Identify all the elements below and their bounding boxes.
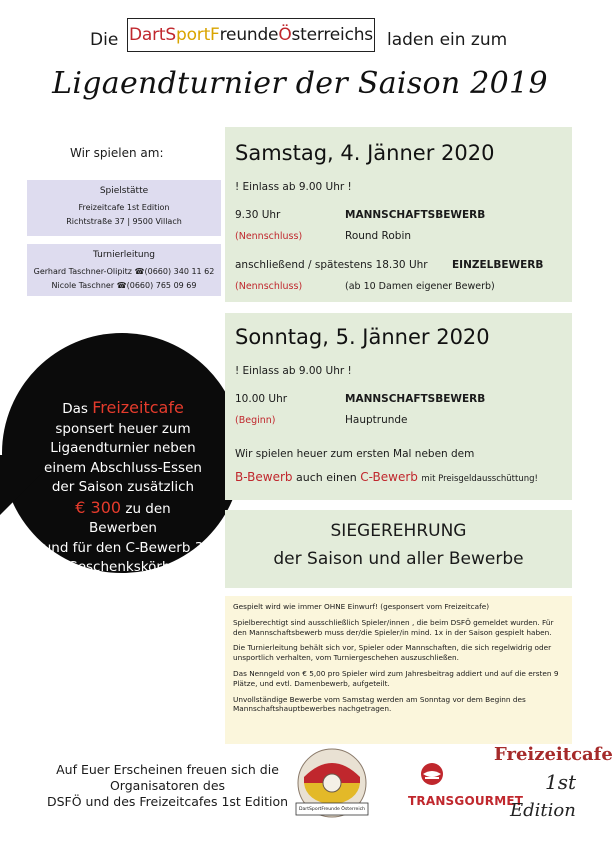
sunday-bewerb-line	[235, 470, 538, 484]
venue-box	[27, 180, 221, 236]
freizeitcafe-logo-number: 1st	[545, 770, 577, 794]
rules-box	[225, 596, 572, 744]
page-title: Ligaendturnier der Saison 2019	[52, 66, 548, 101]
saturday-competition-2: EINZELBEWERB	[452, 259, 544, 271]
transgourmet-text: TRANSGOURMET	[408, 794, 524, 808]
sponsor-name: Freizeitcafe	[92, 398, 184, 417]
organizers-title: Turnierleitung	[92, 250, 155, 260]
sunday-time-1: 10.00 Uhr	[235, 393, 288, 405]
saturday-date: Samstag, 4. Jänner 2020	[235, 141, 495, 165]
footer-line: DSFÖ und des Freizeitcafes 1st Edition	[46, 794, 289, 809]
sunday-start: (Beginn)	[235, 415, 276, 426]
footer-line: Auf Euer Erscheinen freuen sich die	[56, 762, 279, 777]
sponsor-line: Bewerben	[89, 520, 157, 536]
brand-part: Dart	[129, 25, 166, 45]
sponsor-line: der Saison zusätzlich	[51, 479, 195, 495]
sunday-round-1: Hauptrunde	[345, 414, 408, 426]
dsfo-logo	[290, 743, 374, 827]
sunday-preis: mit Preisgeldausschüttung!	[421, 474, 538, 484]
wir-spielen-label: Wir spielen am:	[70, 146, 164, 160]
organizer-line: Nicole Taschner ☎(0660) 765 09 69	[51, 281, 197, 290]
saturday-einlass: ! Einlass ab 9.00 Uhr !	[235, 181, 352, 193]
saturday-time-2: anschließend / spätestens 18.30 Uhr	[235, 259, 428, 271]
saturday-deadline-2: (Nennschluss)	[235, 281, 303, 292]
venue-line: Freizeitcafe 1st Edition	[78, 203, 170, 212]
ceremony-panel	[225, 510, 572, 588]
header-die: Die	[90, 30, 119, 50]
ceremony-title: SIEGEREHRUNG	[330, 521, 467, 541]
brand-box	[127, 18, 375, 52]
sunday-einlass: ! Einlass ab 9.00 Uhr !	[235, 365, 352, 377]
brand-part: F	[210, 25, 220, 45]
freizeitcafe-logo-edition: Edition	[510, 800, 576, 821]
c-bewerb: C-Bewerb	[360, 470, 418, 484]
saturday-deadline-1: (Nennschluss)	[235, 231, 303, 242]
footer-line: Organisatoren des	[109, 778, 226, 793]
brand-part: S	[165, 25, 176, 45]
sunday-date: Sonntag, 5. Jänner 2020	[235, 325, 490, 349]
venue-line: Richtstraße 37 | 9500 Villach	[66, 217, 182, 226]
rule-item: Spielberechtigt sind ausschließlich Spieler/innen , die beim DSFÖ gemeldet wurden. Für den Mannschaftsbewerb muss der/die Spieler/in mind. 1x in der Saison gespielt haben.	[233, 617, 554, 637]
saturday-panel	[225, 127, 572, 302]
sponsor-line: sponsert heuer zum	[55, 420, 191, 437]
venue-title: Spielstätte	[99, 186, 149, 196]
sponsor-line: zu den	[125, 500, 171, 517]
rule-item: Das Nenngeld von € 5,00 pro Spieler wird zum Jahresbeitrag addiert und auf die ersten 9 Plätze, und evtl. Damenbewerb, aufgeteilt.	[233, 668, 559, 688]
b-bewerb: B-Bewerb	[235, 470, 293, 484]
sponsor-line: Das	[62, 401, 88, 417]
rule-item: Unvollständige Bewerbe vom Samstag werden am Sonntag vor dem Beginn des Mannschaftshauptbewerbes nachgetragen.	[233, 694, 526, 714]
freizeitcafe-logo-name: Freizeitcafe	[494, 744, 613, 765]
sunday-panel	[225, 313, 572, 500]
dsfo-logo-graphic	[290, 743, 374, 827]
saturday-time-1: 9.30 Uhr	[235, 209, 281, 221]
saturday-round-1: Round Robin	[345, 230, 412, 242]
brand-part: Ö	[278, 25, 292, 45]
rule-item: Gespielt wird wie immer OHNE Einwurf! (gesponsert vom Freizeitcafe)	[233, 602, 490, 611]
transgourmet-logo	[408, 760, 524, 808]
sponsor-line: Ligaendturnier neben	[50, 440, 196, 456]
sunday-note: Wir spielen heuer zum ersten Mal neben dem	[235, 448, 475, 460]
organizers-box	[27, 244, 221, 296]
sunday-competition-1: MANNSCHAFTSBEWERB	[345, 393, 486, 405]
sponsor-line: einem Abschluss-Essen	[44, 459, 202, 476]
sponsor-amount: € 300	[75, 497, 122, 517]
sunday-auch: auch einen	[296, 471, 357, 484]
rule-item: Die Turnierleitung behält sich vor, Spieler oder Mannschaften, die sich regelwidrig oder unsportlich verhalten, vom Turniergeschehen auszuschließen.	[233, 643, 552, 663]
transgourmet-mark	[408, 760, 500, 790]
saturday-competition-1: MANNSCHAFTSBEWERB	[345, 209, 486, 221]
footer-text	[45, 762, 290, 810]
saturday-note-2: (ab 10 Damen eigener Bewerb)	[345, 281, 495, 292]
sponsor-line: Geschenkskörbe	[67, 559, 179, 575]
brand-part: port	[176, 25, 211, 45]
ceremony-subtitle: der Saison und aller Bewerbe	[273, 549, 524, 569]
brand-part: sterreichs	[291, 25, 373, 45]
sponsor-line: und für den C-Bewerb 3	[42, 539, 204, 556]
organizer-line: Gerhard Taschner-Olipitz ☎(0660) 340 11 62	[33, 267, 215, 276]
brand-part: reunde	[219, 25, 279, 45]
header-laden: laden ein zum	[387, 30, 508, 50]
sponsor-text	[18, 398, 228, 578]
dsfo-logo-text: DartSportFreunde Österreich	[298, 807, 366, 812]
